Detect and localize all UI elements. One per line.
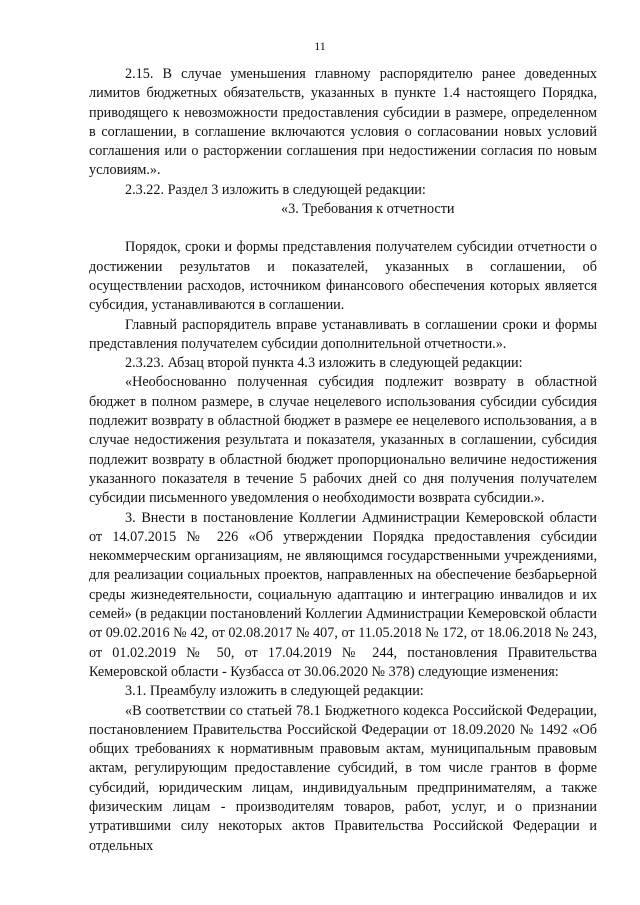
paragraph-3-amendments: 3. Внести в постановление Коллегии Администрации Кемеровской области от 14.07.2015 № 226 «Об утверждении Порядка предоставления субсидии некоммерческим организациям, не являющимся государственными учреждениями, для реализации социальных проектов, направленных на обеспечение безбарьерной среды жизнедеятельности, социальную адаптацию и интеграцию инвалидов и их семей» (в редакции постановлений Коллегии Администрации Кемеровской области от 09.02.2016 № 42, от 02.08.2017 № 407, от 11.05.2018 № 172, от 18.06.2018 № 243, от 01.02.2019 № 50, от 17.04.2019 № 244, постановления Правительства Кемеровской области - Кузбасса от 30.06.2020 № 378) следующие изменения: xyxy=(89,509,597,680)
paragraph-2-3-22: 2.3.22. Раздел 3 изложить в следующей редакции: xyxy=(125,181,426,198)
document-body xyxy=(89,65,597,856)
paragraph-2-3-23: 2.3.23. Абзац второй пункта 4.3 изложить в следующей редакции: xyxy=(125,355,523,372)
paragraph-subsidy-return: «Необоснованно полученная субсидия подлежит возврату в областной бюджет в полном размере, в случае нецелевого использования субсидии субсидия подлежит возврату в областной бюджет в размере ее нецелевого использования, а в случае недостижения результата и показателя, указанных в соглашении, субсидия подлежит возврату в областной бюджет пропорционально величине недостижения указанного показателя в течение 5 рабочих дней со дня получения получателем субсидии письменного уведомления о необходимости возврата субсидии.». xyxy=(89,374,597,507)
paragraph-3-1: 3.1. Преамбулу изложить в следующей редакции: xyxy=(125,683,424,700)
page-number: 11 xyxy=(314,39,326,53)
section-heading-reporting: «3. Требования к отчетности xyxy=(281,201,455,218)
blank-line xyxy=(89,219,597,238)
paragraph-preamble: «В соответствии со статьей 78.1 Бюджетного кодекса Российской Федерации, постановлением Правительства Российской Федерации от 18.09.2020 № 1492 «Об общих требованиях к нормативным правовым актам, муниципальным правовым актам, регулирующим предоставление субсидий, в том числе грантов в форме субсидий, юридическим лицам, индивидуальным предпринимателям, а также физическим лицам - производителям товаров, работ, услуг, и о признании утратившими силу некоторых актов Правительства Российской Федерации и отдельных xyxy=(89,702,597,854)
paragraph-2-15: 2.15. В случае уменьшения главному распорядителю ранее доведенных лимитов бюджетных обязательств, указанных в пункте 1.4 настоящего Порядка, приводящего к невозможности предоставления субсидии в размере, определенном в соглашении, в соглашение включаются условия о согласовании новых условий соглашения или о расторжении соглашения при недостижении согласия по новым условиям.». xyxy=(89,66,597,179)
paragraph-reporting-terms: Порядок, сроки и формы представления получателем субсидии отчетности о достижении результатов и показателей, указанных в соглашении, об осуществлении расходов, источником финансового обеспечения которых является субсидия, устанавливаются в соглашении. xyxy=(89,239,597,314)
paragraph-additional-reporting: Главный распорядитель вправе устанавливать в соглашении сроки и формы представления получателем субсидии дополнительной отчетности.». xyxy=(89,316,597,352)
